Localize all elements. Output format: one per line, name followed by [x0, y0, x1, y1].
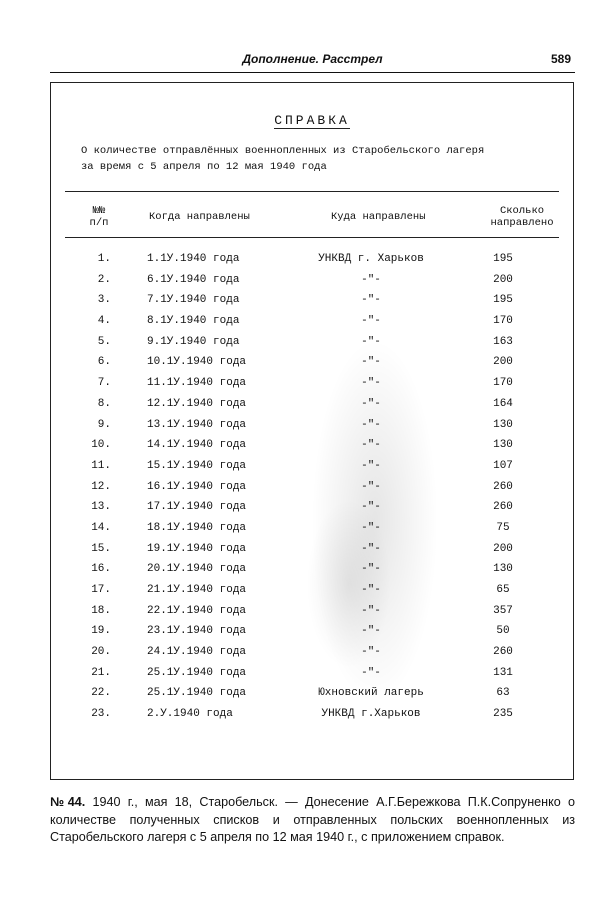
row-number: 2. — [97, 273, 111, 286]
row-number: 1. — [97, 253, 111, 265]
row-number: 23. — [91, 708, 111, 721]
row-number: 5. — [97, 335, 111, 348]
row-date: 11.1У.1940 года — [147, 377, 247, 390]
caption-text: 1940 г., мая 18, Старобельск. — Донесение А.Г.Бережкова П.К.Сопруненко о количестве полученных списков и отправленных польских военнопленных из Старобельского лагеря с 5 апреля по 12 мая 1940 г., с приложением справок. — [50, 795, 575, 844]
row-count: 163 — [493, 335, 513, 348]
row-date: 19.1У.1940 года — [147, 542, 247, 555]
column-header-number-line1: №№ — [92, 205, 106, 217]
row-destination: -"- — [361, 273, 381, 286]
row-count: 130 — [493, 418, 513, 431]
table-header-rule — [65, 237, 559, 238]
row-destination: -"- — [361, 480, 381, 493]
row-count: 164 — [493, 397, 513, 410]
row-destination: Юхновский лагерь — [318, 687, 424, 700]
document-subtitle — [81, 143, 541, 175]
row-count: 75 — [496, 521, 510, 534]
row-date: 23.1У.1940 года — [147, 625, 247, 638]
row-number: 16. — [91, 563, 111, 576]
row-number: 14. — [91, 521, 111, 534]
row-destination: -"- — [361, 418, 381, 431]
row-count: 200 — [493, 273, 513, 286]
row-destination: -"- — [361, 335, 381, 348]
row-count: 65 — [496, 584, 510, 596]
table-row — [51, 334, 573, 355]
table-row — [51, 623, 573, 644]
row-number: 4. — [97, 315, 111, 328]
row-number: 15. — [91, 542, 111, 555]
row-number: 8. — [97, 397, 111, 410]
page-number: 589 — [550, 52, 571, 66]
table-row — [51, 541, 573, 562]
row-count: 195 — [493, 253, 513, 265]
row-number: 13. — [91, 501, 111, 514]
row-destination: -"- — [361, 501, 381, 514]
column-header-destination: Куда направлены — [331, 211, 426, 223]
row-date: 2.У.1940 года — [147, 708, 233, 721]
row-date: 17.1У.1940 года — [147, 501, 247, 514]
row-destination: -"- — [361, 459, 381, 472]
table-row — [51, 272, 573, 293]
row-count: 357 — [493, 604, 513, 617]
row-destination: -"- — [361, 666, 381, 679]
row-count: 63 — [496, 687, 510, 700]
subtitle-line-1: О количестве отправлённых военнопленных из Старобельского лагеря — [81, 145, 485, 157]
row-destination: УНКВД г. Харьков — [318, 253, 424, 265]
document-caption — [50, 794, 575, 847]
table-row — [51, 313, 573, 334]
row-destination: -"- — [361, 356, 381, 369]
table-row — [51, 437, 573, 458]
row-count: 130 — [493, 439, 513, 452]
table-row — [51, 375, 573, 396]
row-date: 7.1У.1940 года — [147, 294, 240, 307]
table-row — [51, 396, 573, 417]
column-header-date: Когда направлены — [149, 211, 250, 223]
row-number: 20. — [91, 646, 111, 659]
row-number: 21. — [91, 666, 111, 679]
row-number: 10. — [91, 439, 111, 452]
column-header-number — [79, 205, 119, 229]
column-header-count — [476, 205, 568, 229]
row-destination: УНКВД г.Харьков — [321, 708, 421, 721]
row-destination: -"- — [361, 294, 381, 307]
column-header-count-line1: Сколько — [499, 205, 545, 217]
table-row — [51, 292, 573, 313]
row-number: 19. — [91, 625, 111, 638]
row-date: 13.1У.1940 года — [147, 418, 247, 431]
row-date: 15.1У.1940 года — [147, 459, 247, 472]
row-destination: -"- — [361, 604, 381, 617]
document-title — [51, 113, 573, 128]
row-count: 235 — [493, 708, 513, 721]
row-date: 25.1У.1940 года — [147, 666, 247, 679]
column-header-number-line2: п/п — [89, 217, 109, 229]
table-row — [51, 603, 573, 624]
row-count: 200 — [493, 356, 513, 369]
row-date: 6.1У.1940 года — [147, 273, 240, 286]
row-destination: -"- — [361, 377, 381, 390]
caption-number: №44. — [50, 795, 86, 809]
row-date: 24.1У.1940 года — [147, 646, 247, 659]
row-number: 11. — [91, 459, 111, 472]
row-number: 17. — [91, 584, 111, 596]
row-count: 131 — [493, 666, 513, 679]
row-destination: -"- — [361, 563, 381, 576]
row-count: 130 — [493, 563, 513, 576]
table-row — [51, 665, 573, 686]
row-date: 22.1У.1940 года — [147, 604, 247, 617]
row-number: 6. — [97, 356, 111, 369]
row-destination: -"- — [361, 646, 381, 659]
document-title-text: СПРАВКА — [274, 113, 350, 128]
table-row — [51, 644, 573, 665]
table-row — [51, 582, 573, 603]
row-date: 25.1У.1940 года — [147, 687, 247, 700]
table-row — [51, 354, 573, 375]
row-count: 170 — [493, 377, 513, 390]
table-row — [51, 706, 573, 727]
row-count: 260 — [493, 501, 513, 514]
row-count: 50 — [496, 625, 510, 638]
row-destination: -"- — [361, 397, 381, 410]
row-count: 200 — [493, 542, 513, 555]
row-date: 16.1У.1940 года — [147, 480, 247, 493]
row-date: 8.1У.1940 года — [147, 315, 240, 328]
archival-document — [50, 82, 574, 780]
table-row — [51, 417, 573, 438]
row-date: 1.1У.1940 года — [147, 253, 240, 265]
row-date: 18.1У.1940 года — [147, 521, 247, 534]
row-number: 12. — [91, 480, 111, 493]
row-number: 22. — [91, 687, 111, 700]
row-date: 10.1У.1940 года — [147, 356, 247, 369]
row-count: 260 — [493, 480, 513, 493]
table-row — [51, 520, 573, 541]
running-title: Дополнение. Расстрел — [242, 52, 383, 66]
row-destination: -"- — [361, 625, 381, 638]
row-number: 9. — [97, 418, 111, 431]
row-destination: -"- — [361, 542, 381, 555]
column-header-count-line2: направлено — [490, 217, 554, 229]
table-row — [51, 561, 573, 582]
row-number: 18. — [91, 604, 111, 617]
table-row — [51, 685, 573, 706]
subtitle-line-2: за время с 5 апреля по 12 мая 1940 года — [81, 161, 327, 173]
row-count: 107 — [493, 459, 513, 472]
row-count: 170 — [493, 315, 513, 328]
row-date: 14.1У.1940 года — [147, 439, 247, 452]
row-number: 3. — [97, 294, 111, 307]
row-count: 260 — [493, 646, 513, 659]
row-date: 9.1У.1940 года — [147, 335, 240, 348]
table-row — [51, 251, 573, 272]
table-row — [51, 479, 573, 500]
row-date: 20.1У.1940 года — [147, 563, 247, 576]
table-row — [51, 499, 573, 520]
row-destination: -"- — [361, 584, 381, 596]
row-destination: -"- — [361, 439, 381, 452]
table-row — [51, 458, 573, 479]
table-body — [51, 251, 573, 727]
row-date: 12.1У.1940 года — [147, 397, 247, 410]
row-destination: -"- — [361, 315, 381, 328]
running-head — [50, 50, 575, 73]
row-count: 195 — [493, 294, 513, 307]
row-destination: -"- — [361, 521, 381, 534]
row-number: 7. — [97, 377, 111, 390]
row-date: 21.1У.1940 года — [147, 584, 247, 596]
table-top-rule — [65, 191, 559, 192]
